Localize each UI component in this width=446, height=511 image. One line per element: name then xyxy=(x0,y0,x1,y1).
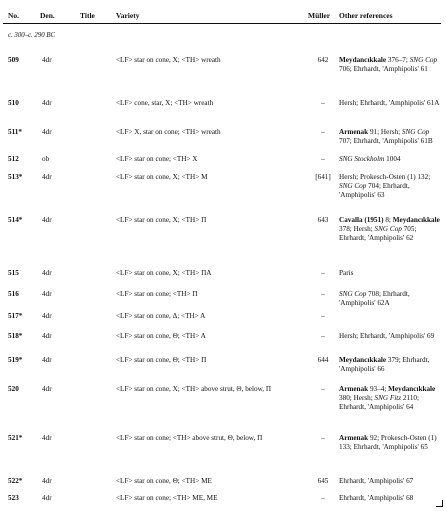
reference-part: 705; Ehrhardt, 'Amphipolis' 62 xyxy=(339,225,417,242)
row-muller: – xyxy=(321,290,325,298)
row-denomination: 4dr xyxy=(42,356,52,364)
row-muller: 644 xyxy=(317,356,329,364)
reference-part: 379; Ehrhardt, 'Amphipolis' 66 xyxy=(339,356,430,373)
row-denomination: 4dr xyxy=(42,269,52,277)
header-den: Den. xyxy=(40,11,55,20)
reference-part: 708; Ehrhardt, 'Amphipolis' 62A xyxy=(339,290,410,307)
row-number: 523 xyxy=(8,494,19,502)
header-title: Title xyxy=(80,11,95,20)
reference-part: Armenak xyxy=(339,385,369,393)
reference-part: SNG Cop xyxy=(374,225,402,233)
row-muller: 645 xyxy=(317,477,329,485)
reference-part: 2110; Ehrhardt, 'Amphipolis' 64 xyxy=(339,394,420,411)
row-number: 519* xyxy=(8,356,23,364)
row-variety: <LF> star on cone; <TH> ΜΕ, ΜΕ xyxy=(116,494,218,502)
row-number: 511* xyxy=(8,128,22,136)
reference-part: 376–7; xyxy=(386,56,410,64)
row-muller: – xyxy=(321,312,325,320)
row-number: 521* xyxy=(8,434,23,442)
row-number: 509 xyxy=(8,56,19,64)
row-denomination: 4dr xyxy=(42,99,52,107)
reference-part: SNG Cop xyxy=(409,56,438,64)
reference-part: SNG Cop xyxy=(339,182,367,190)
header-refs: Other references xyxy=(339,11,393,20)
row-denomination: 4dr xyxy=(42,434,52,442)
row-references xyxy=(339,56,442,74)
row-variety: <LF> star on cone; <TH> above strut, Θ, below, Π xyxy=(116,434,263,442)
reference-part: Hersh; Prokesch-Osten (1) 132; xyxy=(339,173,431,181)
reference-part: Hersh; Ehrhardt, 'Amphipolis' 61A xyxy=(339,99,440,107)
reference-part: 92; Prokesch-Osten (1) 133; Ehrhardt, 'Amphipolis' 65 xyxy=(339,434,437,451)
row-number: 513* xyxy=(8,173,23,181)
header-variety: Variety xyxy=(116,11,140,20)
row-references xyxy=(339,290,442,308)
reference-part: 93–4; xyxy=(368,385,389,393)
row-number: 514* xyxy=(8,216,23,224)
row-number: 510 xyxy=(8,99,19,107)
row-variety: <LF> star on cone, X; <TH> ΠΑ xyxy=(116,269,212,277)
header-no: No. xyxy=(8,11,20,20)
row-denomination: 4dr xyxy=(42,332,52,340)
row-muller: 643 xyxy=(317,216,329,224)
row-number: 518* xyxy=(8,332,23,340)
row-references xyxy=(339,332,442,341)
row-number: 512 xyxy=(8,155,19,163)
reference-part: 707; Ehrhardt, 'Amphipolis' 61B xyxy=(339,137,433,145)
row-references xyxy=(339,155,442,164)
row-denomination: ob xyxy=(42,155,50,163)
row-denomination: 4dr xyxy=(42,494,52,502)
row-muller: 642 xyxy=(317,56,329,64)
reference-part: Cavalla (1951) xyxy=(339,216,384,224)
row-variety: <LF> cone, star, X; <TH> wreath xyxy=(116,99,214,107)
row-variety: <LF> star on cone, X; <TH> above strut, Θ, below, Π xyxy=(116,385,272,393)
row-references xyxy=(339,434,442,452)
row-variety: <LF> star on cone, Δ; <TH> A xyxy=(116,312,206,320)
row-denomination: 4dr xyxy=(42,56,52,64)
reference-part: 706; Ehrhardt, 'Amphipolis' 61 xyxy=(339,65,428,73)
period-label: c. 300–c. 290 BC xyxy=(8,32,56,39)
row-references xyxy=(339,99,442,108)
row-denomination: 4dr xyxy=(42,216,52,224)
reference-part: 1004 xyxy=(384,155,401,163)
reference-part: Meydancıkkale xyxy=(339,356,387,364)
header-muller: Müller xyxy=(308,11,331,20)
reference-part: SNG Cop xyxy=(339,290,367,298)
row-variety: <LF> star on cone; <TH> Π xyxy=(116,290,198,298)
row-variety: <LF> X, star on cone; <TH> wreath xyxy=(116,128,221,136)
row-variety: <LF> star on cone, Θ; <TH> ΜΕ xyxy=(116,477,212,485)
row-muller: – xyxy=(321,128,325,136)
row-denomination: 4dr xyxy=(42,128,52,136)
row-number: 516 xyxy=(8,290,19,298)
row-number: 522* xyxy=(8,477,23,485)
row-denomination: 4dr xyxy=(42,290,52,298)
row-variety: <LF> star on cone; <TH> X xyxy=(116,155,198,163)
row-muller: – xyxy=(321,434,325,442)
row-variety: <LF> star on cone, X; <TH> M xyxy=(116,173,208,181)
row-references xyxy=(339,494,442,503)
row-denomination: 4dr xyxy=(42,477,52,485)
row-references xyxy=(339,173,442,200)
reference-part: Ehrhardt, 'Amphipolis' 67 xyxy=(339,477,414,485)
row-references xyxy=(339,269,442,278)
page-corner-mark xyxy=(436,500,443,507)
row-muller: – xyxy=(321,494,325,502)
reference-part: SNG Stockholm xyxy=(339,155,385,163)
header-rule xyxy=(3,23,441,24)
row-references xyxy=(339,128,442,146)
row-number: 517* xyxy=(8,312,23,320)
row-denomination: 4dr xyxy=(42,385,52,393)
reference-part: Hersh; Ehrhardt, 'Amphipolis' 69 xyxy=(339,332,435,340)
reference-part: SNG Fitz xyxy=(374,394,402,402)
reference-part: 378; Hersh; xyxy=(339,225,375,233)
row-muller: – xyxy=(321,99,325,107)
row-muller: – xyxy=(321,385,325,393)
row-muller: – xyxy=(321,332,325,340)
reference-part: 8; xyxy=(383,216,393,224)
reference-part: Meydancıkkale xyxy=(392,216,440,224)
row-number: 520 xyxy=(8,385,19,393)
reference-part: SNG Cop xyxy=(401,128,430,136)
row-references xyxy=(339,385,442,412)
row-muller: – xyxy=(321,155,325,163)
row-muller: – xyxy=(321,269,325,277)
reference-part: 704; Ehrhardt, 'Amphipolis' 63 xyxy=(339,182,410,199)
row-variety: <LF> star on cone, X; <TH> Π xyxy=(116,216,207,224)
row-variety: <LF> star on cone, Θ; <TH> A xyxy=(116,332,206,340)
row-muller: [641] xyxy=(315,173,331,181)
row-references xyxy=(339,216,442,243)
reference-part: Meydancıkkale xyxy=(388,385,436,393)
row-denomination: 4dr xyxy=(42,312,52,320)
reference-part: Armenak xyxy=(339,128,369,136)
row-variety: <LF> star on cone, Θ; <TH> Π xyxy=(116,356,207,364)
reference-part: Meydancıkkale xyxy=(339,56,387,64)
row-number: 515 xyxy=(8,269,19,277)
row-variety: <LF> star on cone, X; <TH> wreath xyxy=(116,56,221,64)
row-references xyxy=(339,356,442,374)
reference-part: 91; Hersh; xyxy=(368,128,402,136)
row-denomination: 4dr xyxy=(42,173,52,181)
reference-part: Armenak xyxy=(339,434,369,442)
reference-part: Paris xyxy=(339,269,354,277)
reference-part: Ehrhardt, 'Amphipolis' 68 xyxy=(339,494,414,502)
reference-part: 380; Hersh; xyxy=(339,394,375,402)
row-references xyxy=(339,477,442,486)
